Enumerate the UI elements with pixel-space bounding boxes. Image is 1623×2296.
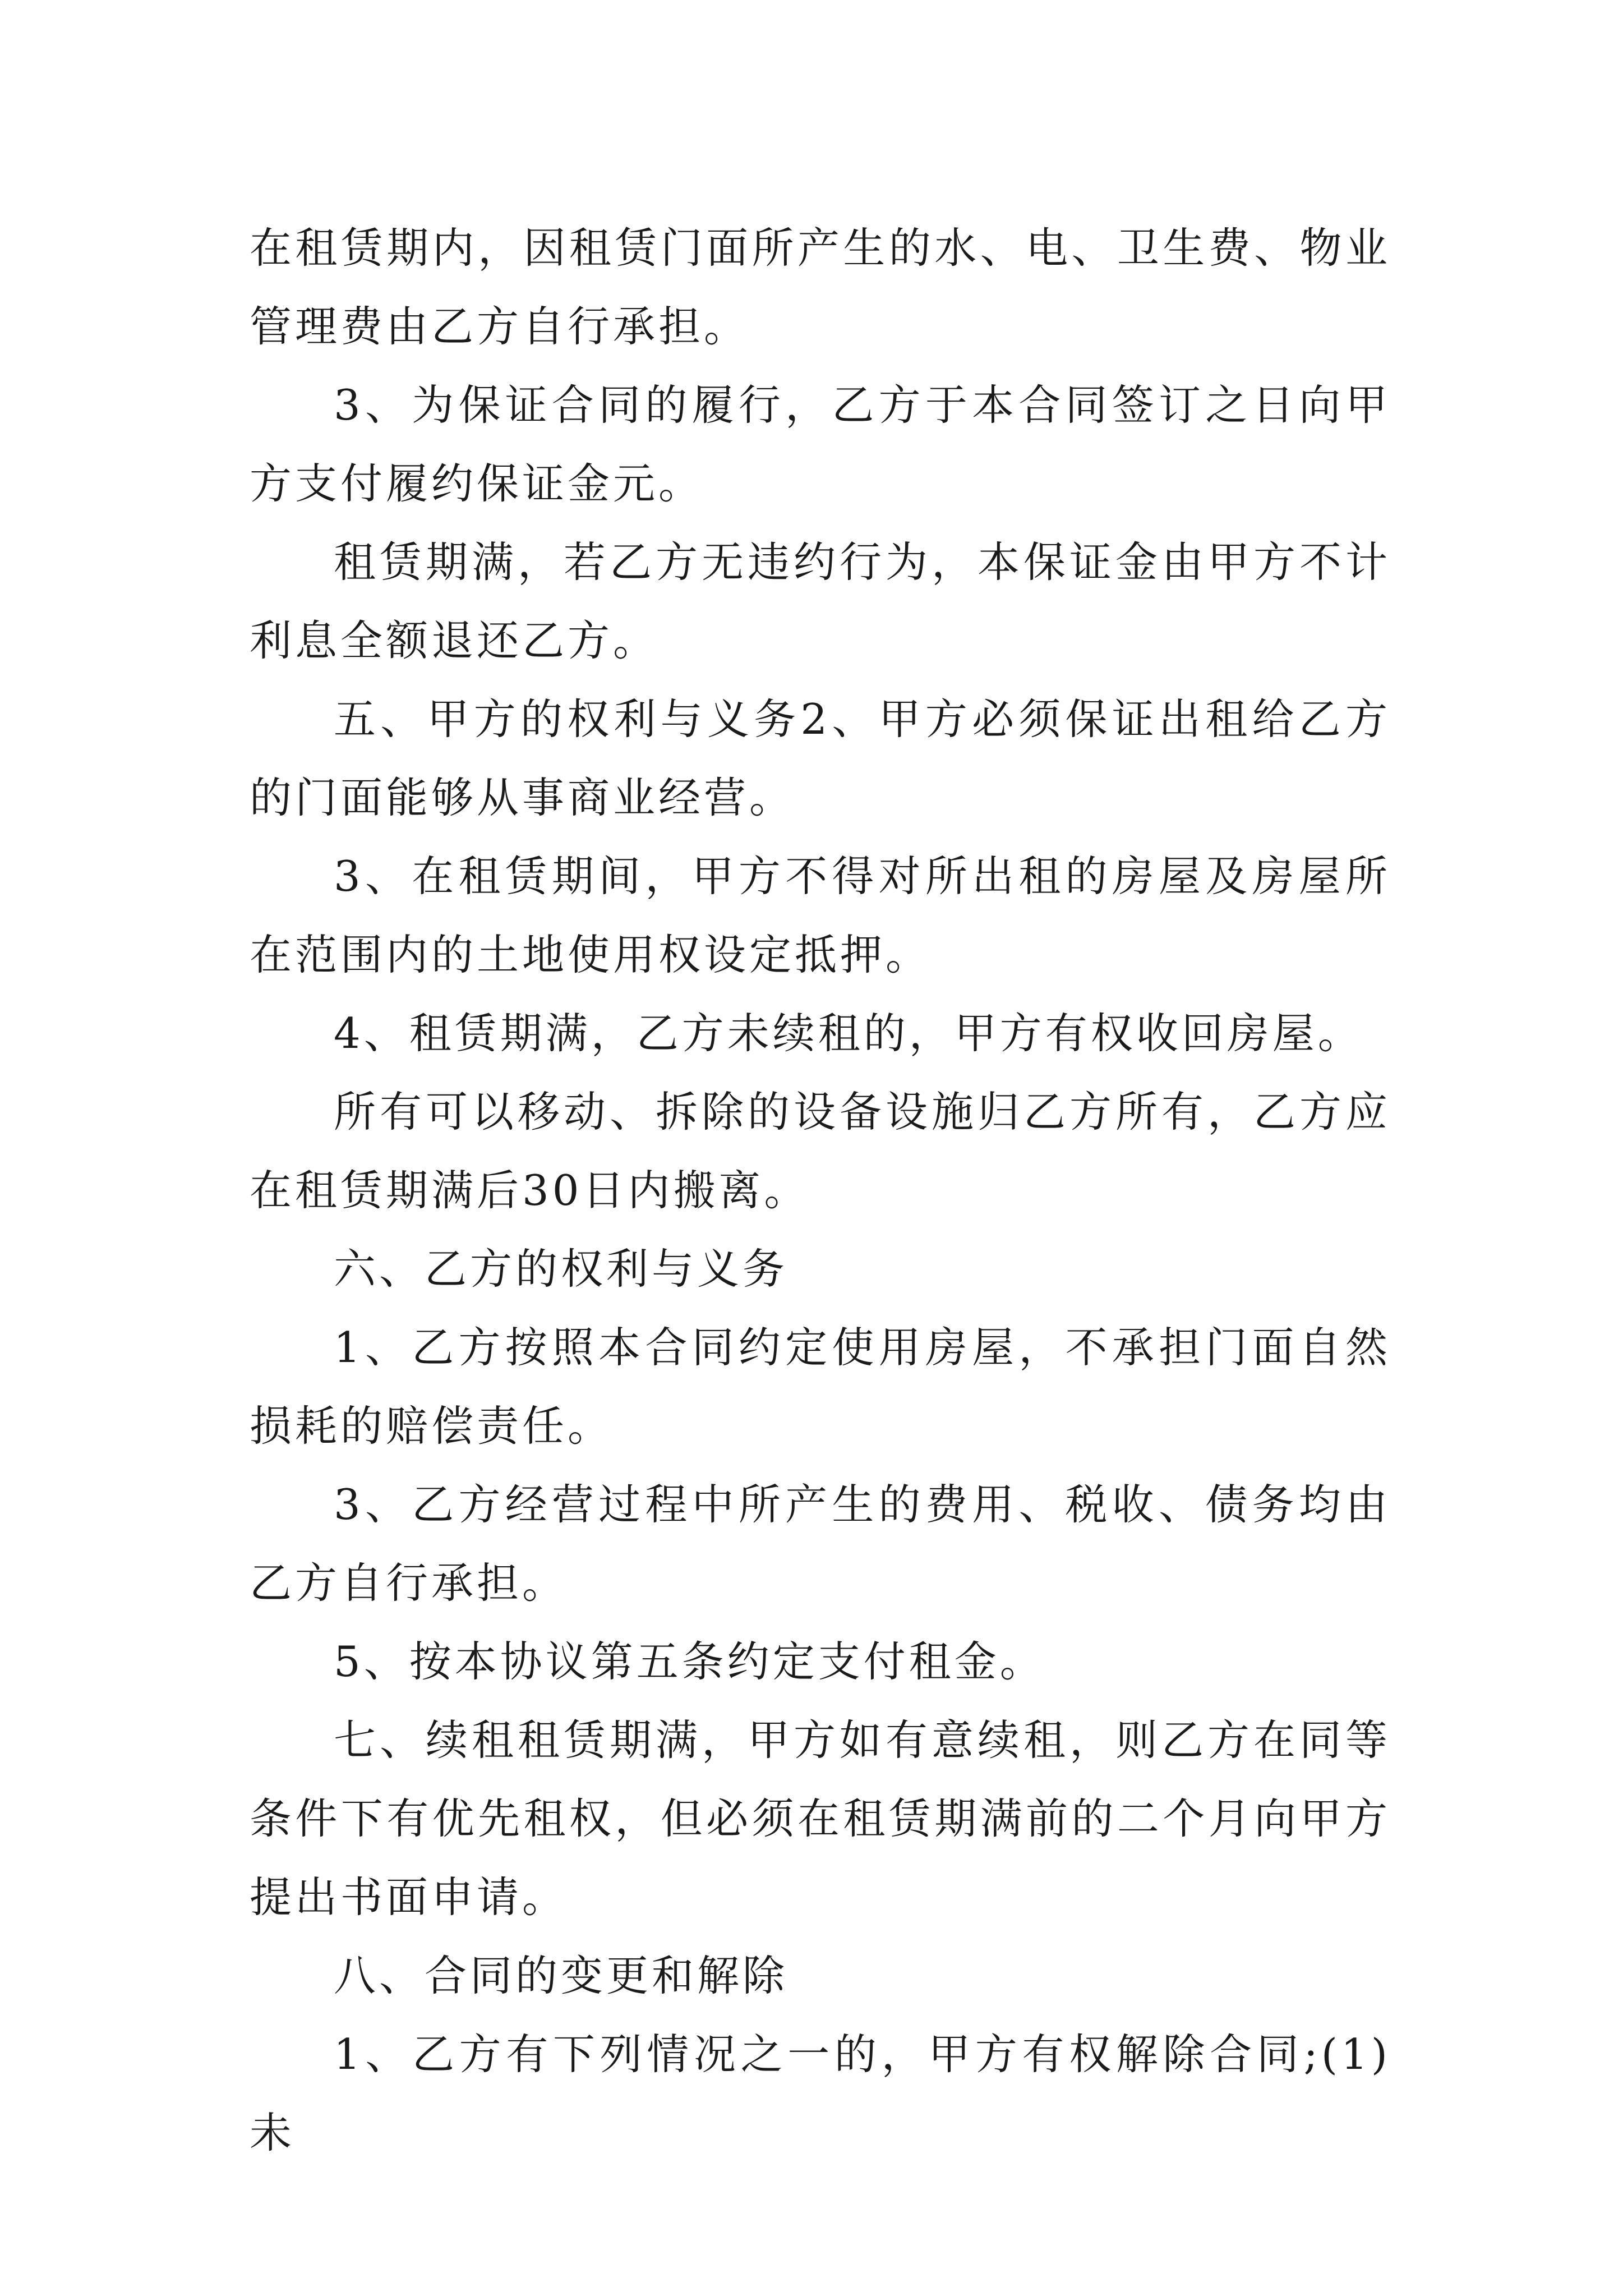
section-heading: 八、合同的变更和解除: [334, 1951, 789, 2000]
paragraph: 5、按本协议第五条约定支付租金。: [334, 1637, 1045, 1686]
paragraph: 1、乙方有下列情况之一的，甲方有权解除合同;(1)未: [250, 2030, 1391, 2157]
paragraph: 1、乙方按照本合同约定使用房屋，不承担门面自然损耗的赔偿责任。: [250, 1323, 1391, 1451]
paragraph: 4、租赁期满，乙方未续租的，甲方有权收回房屋。: [334, 1009, 1363, 1058]
paragraph: 3、为保证合同的履行，乙方于本合同签订之日向甲方支付履约保证金元。: [250, 380, 1391, 508]
section-heading: 六、乙方的权利与义务: [334, 1244, 789, 1294]
paragraph: 3、在租赁期间，甲方不得对所出租的房屋及房屋所在范围内的土地使用权设定抵押。: [250, 852, 1391, 979]
document-body: [250, 209, 1391, 2172]
paragraph: 所有可以移动、拆除的设备设施归乙方所有，乙方应在租赁期满后30日内搬离。: [250, 1087, 1391, 1215]
paragraph: 租赁期满，若乙方无违约行为，本保证金由甲方不计利息全额退还乙方。: [250, 537, 1391, 665]
section-heading: 七、续租租赁期满，甲方如有意续租，则乙方在同等条件下有优先租权，但必须在租赁期满前的二个月向甲方提出书面申请。: [250, 1715, 1391, 1922]
section-heading: 五、甲方的权利与义务2、甲方必须保证出租给乙方的门面能够从事商业经营。: [250, 694, 1391, 822]
paragraph: 在租赁期内，因租赁门面所产生的水、电、卫生费、物业管理费由乙方自行承担。: [250, 223, 1391, 351]
paragraph: 3、乙方经营过程中所产生的费用、税收、债务均由乙方自行承担。: [250, 1480, 1391, 1608]
